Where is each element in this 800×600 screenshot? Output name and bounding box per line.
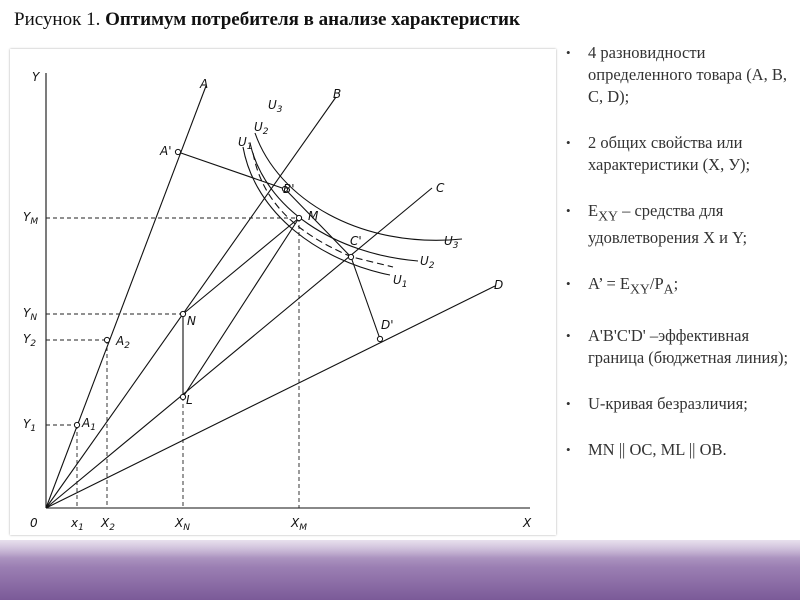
label-d-prime: D' — [381, 318, 394, 332]
bullet-dot-icon: • — [566, 327, 571, 343]
label-u1-top-sub: 1 — [246, 142, 253, 152]
bullet-dot-icon: • — [566, 45, 571, 60]
point-l — [180, 394, 185, 399]
bullet-text-part2: /P — [649, 274, 664, 294]
bullet-text: MN || OC, ML || OB. — [588, 439, 727, 459]
point-a2 — [104, 337, 109, 342]
label-y2-main: Y — [23, 332, 31, 346]
bullet-dot-icon: • — [566, 135, 571, 150]
bullet-text-sub: XY — [598, 208, 618, 224]
label-u3-top — [268, 98, 283, 115]
bullet-item — [566, 273, 796, 300]
consumer-optimum-diagram — [10, 49, 556, 535]
label-b-prime: B' — [283, 182, 295, 196]
bullet-list — [566, 42, 796, 485]
label-u2-bottom-sub: 2 — [428, 261, 435, 271]
label-u2-top — [254, 120, 269, 137]
label-x2 — [100, 516, 115, 533]
label-u3-bottom-main: U — [444, 234, 453, 248]
label-xn-main: X — [175, 516, 184, 530]
label-yn — [23, 306, 37, 323]
label-y2 — [23, 332, 36, 349]
label-ray-b: B — [333, 87, 342, 101]
bullet-text-main: E — [588, 201, 599, 220]
bullet-text-sub2: A — [663, 281, 674, 297]
label-u3-bottom-sub: 3 — [452, 241, 459, 251]
label-u3-bottom — [444, 234, 459, 251]
label-yn-sub: N — [30, 313, 38, 323]
indifference-curve-u2 — [250, 143, 418, 261]
bullet-dot-icon: • — [566, 276, 571, 292]
label-a2-sub: 2 — [124, 341, 130, 351]
label-xn-sub: N — [183, 523, 190, 533]
label-u1-bottom — [393, 273, 408, 290]
ray-b — [46, 97, 336, 508]
label-a1 — [81, 416, 96, 433]
bullet-text-part3: ; — [673, 274, 679, 294]
bullet-dot-icon: • — [566, 203, 571, 218]
bullet-dot-icon: • — [566, 441, 571, 457]
label-u1-top — [238, 135, 253, 152]
label-x1 — [70, 516, 84, 533]
label-y-axis: Y — [32, 70, 40, 84]
label-ray-a: A — [200, 77, 209, 91]
label-u2-top-main: U — [254, 120, 263, 134]
label-u1-top-main: U — [238, 135, 247, 149]
bullet-text — [588, 274, 679, 297]
point-a-prime — [175, 149, 180, 154]
bullet-item — [566, 200, 796, 249]
label-a2 — [115, 334, 130, 351]
label-a1-sub: 1 — [90, 423, 96, 433]
label-x1-sub: 1 — [78, 523, 84, 533]
label-u1-bottom-sub: 1 — [401, 280, 408, 290]
label-n: N — [187, 314, 196, 328]
bullet-text-sub1: XY — [630, 281, 650, 297]
label-ray-d: D — [494, 278, 504, 292]
label-ray-c: C — [436, 181, 445, 195]
label-u2-top-sub: 2 — [262, 127, 269, 137]
diagram-svg — [10, 49, 556, 535]
bullet-text — [588, 201, 747, 247]
bullet-item — [566, 42, 796, 108]
bullet-dot-icon: • — [566, 395, 571, 411]
label-xn — [174, 516, 190, 533]
label-m: M — [308, 209, 319, 223]
line-m-l — [183, 218, 299, 397]
bullet-text-part1: A’ = E — [588, 274, 630, 294]
label-a1-main: A — [82, 416, 91, 430]
point-c-prime — [348, 254, 353, 259]
bullet-text: 4 разновидности определенного товара (A, B, C, D); — [588, 43, 787, 106]
ray-a — [46, 86, 206, 508]
point-m — [296, 215, 301, 220]
label-a2-main: A — [116, 334, 125, 348]
point-d-prime — [377, 336, 382, 341]
label-x-axis: X — [523, 516, 532, 530]
bullet-text: 2 общих свойства или характеристики (X, У); — [588, 133, 751, 174]
bullet-item — [566, 325, 796, 369]
label-xm-main: X — [291, 516, 300, 530]
slide-title — [14, 9, 794, 31]
label-ym-sub: M — [30, 217, 39, 227]
label-u2-bottom — [420, 254, 435, 271]
label-yn-main: Y — [23, 306, 31, 320]
bullet-item — [566, 393, 796, 415]
label-ym — [23, 210, 38, 227]
point-a1 — [74, 422, 79, 427]
title-prefix: Рисунок 1. — [14, 9, 101, 30]
label-x2-main: X — [101, 516, 110, 530]
label-x1-main: x — [71, 516, 79, 530]
label-origin: 0 — [30, 516, 38, 530]
label-l: L — [186, 393, 193, 407]
label-y1-sub: 1 — [30, 424, 37, 434]
label-x2-sub: 2 — [109, 523, 115, 533]
ray-c — [46, 188, 432, 508]
label-y1-main: Y — [23, 417, 31, 431]
bullet-item — [566, 132, 796, 176]
bullet-text: U-кривая безразличия; — [588, 393, 748, 413]
label-u2-bottom-main: U — [420, 254, 429, 268]
bullet-item — [566, 439, 796, 461]
bullet-text-rest: – средства для удовлетворения X и Y; — [588, 201, 748, 248]
label-u3-top-main: U — [268, 98, 277, 112]
label-xm-sub: M — [299, 523, 307, 533]
label-y2-sub: 2 — [30, 339, 37, 349]
label-ym-main: Y — [23, 210, 31, 224]
label-y1 — [23, 417, 36, 434]
label-c-prime: C' — [350, 234, 362, 248]
label-a-prime: A' — [160, 144, 172, 158]
label-u1-bottom-main: U — [393, 273, 402, 287]
frontier-a-b — [178, 152, 285, 189]
point-n — [180, 311, 185, 316]
decorative-band-shine — [0, 540, 800, 558]
title-text: Оптимум потребителя в анализе характеристик — [105, 9, 520, 30]
bullet-text: A'B'C'D' –эффективная граница (бюджетная линия); — [588, 325, 789, 367]
label-xm — [290, 516, 307, 533]
ray-d — [46, 286, 495, 508]
label-u3-top-sub: 3 — [276, 105, 283, 115]
